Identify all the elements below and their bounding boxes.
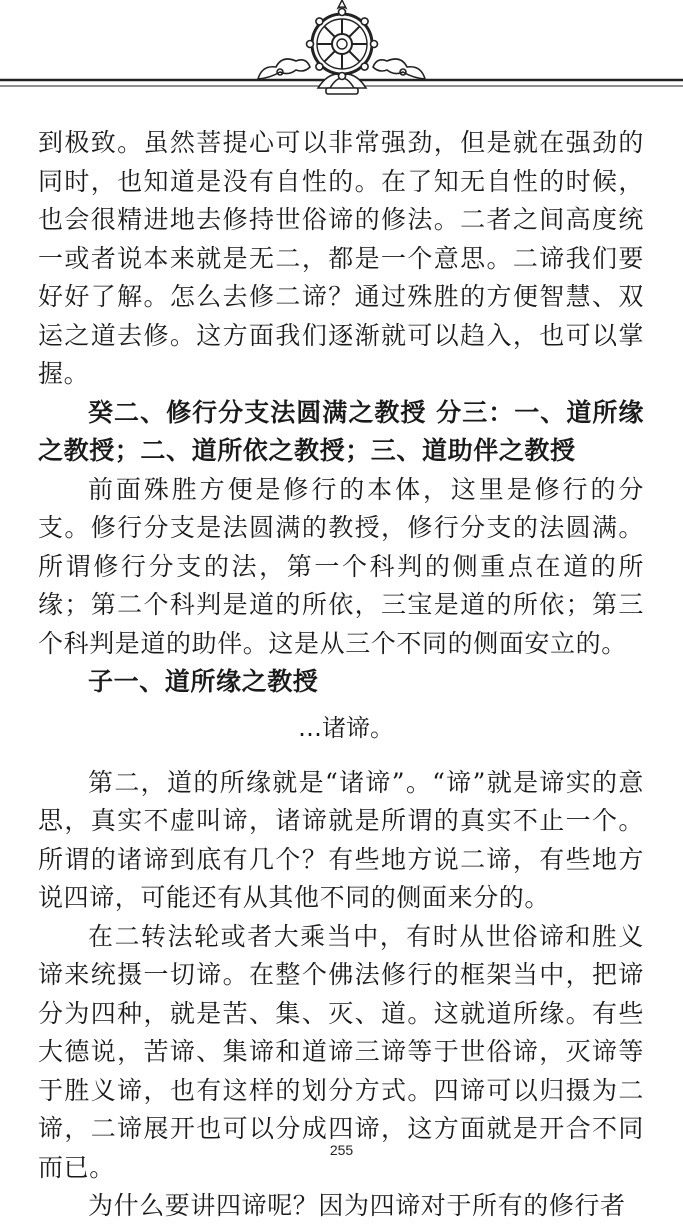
body-paragraph: 到极致。虽然菩提心可以非常强劲，但是就在强劲的同时，也知道是没有自性的。在了知无自性的时候，也会很精进地去修持世俗谛的修法。二者之间高度统一或者说本来就是无二，都是一个意思。二谛我们要好好了解。怎么去修二谛？通过殊胜的方便智慧、双运之道去修。这方面我们逐渐就可以趋入，也可以掌握。: [38, 128, 644, 388]
page-body: [38, 124, 644, 1226]
body-paragraph: 第二，道的所缘就是“诸谛”。“谛”就是谛实的意思，真实不虚叫谛，诸谛就是所谓的真实不止一个。所谓的诸谛到底有几个？有些地方说二谛，有些地方说四谛，可能还有从其他不同的侧面来分的。: [38, 767, 644, 912]
section-heading: 癸二、修行分支法圆满之教授 分三：一、道所缘之教授；二、道所依之教授；三、道助伴之教授: [38, 397, 644, 465]
subsection-heading: 子一、道所缘之教授: [88, 667, 319, 696]
dharma-wheel-icon: [0, 0, 683, 110]
page-number: 255: [329, 1142, 354, 1158]
body-paragraph: 前面殊胜方便是修行的本体，这里是修行的分支。修行分支是法圆满的教授，修行分支的法圆满。所谓修行分支的法，第一个科判的侧重点在道的所缘；第二个科判是道的所依，三宝是道的所依；第三个科判是道的助伴。这是从三个不同的侧面安立的。: [38, 474, 644, 658]
body-paragraph: 在二转法轮或者大乘当中，有时从世俗谛和胜义谛来统摄一切谛。在整个佛法修行的框架当中，把谛分为四种，就是苦、集、灭、道。这就道所缘。有些大德说，苦谛、集谛和道谛三谛等于世俗谛，灭谛等于胜义谛，也有这样的划分方式。四谛可以归摄为二谛，二谛展开也可以分成四谛，这方面就是开合不同而已。: [38, 921, 644, 1182]
page-header-ornament: [0, 0, 683, 110]
root-text-verse: …诸谛。: [298, 713, 394, 742]
body-paragraph: 为什么要讲四谛呢？因为四谛对于所有的修行者: [88, 1191, 626, 1220]
